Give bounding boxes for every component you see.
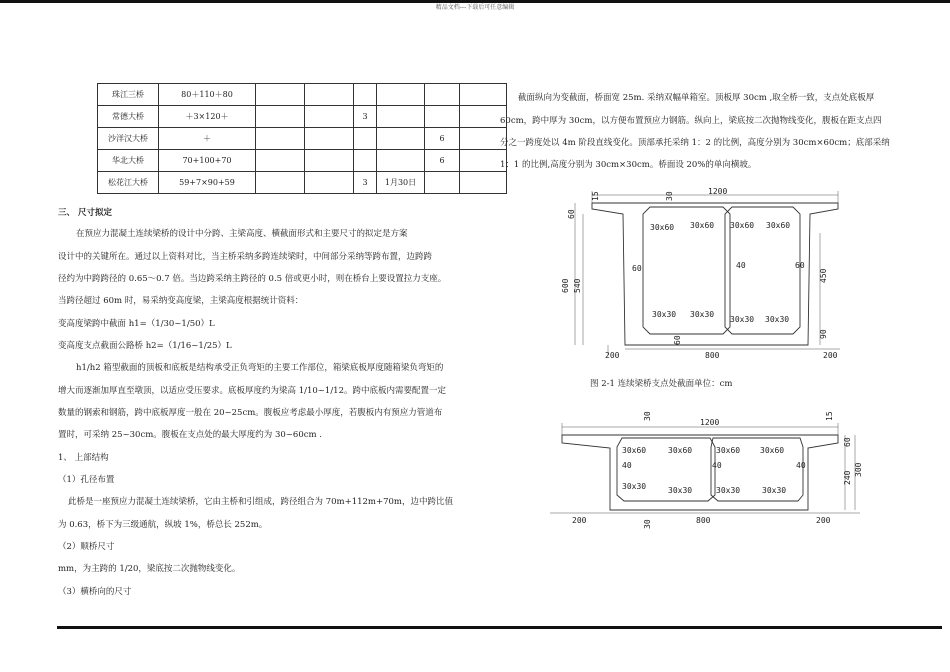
fig2-dim-web-center: 40 [712,461,722,470]
table-cell: 1月30日 [377,172,425,194]
table-cell [354,128,377,150]
table-cell: 3 [354,172,377,194]
table-cell [256,150,305,172]
paragraph-line: 增大而逐渐加厚直至墩顶，以适应受压要求。底板厚度约为梁高 1/10~1/12。跨中底板内需要配置一定 [58,386,447,396]
fig1-dim-bottom-slab: 60 [673,335,682,345]
fig1-haunch-label: 30x30 [730,315,755,324]
table-cell: ＋ [159,128,256,150]
table-cell [425,84,460,106]
table-cell [354,150,377,172]
fig2-haunch-label: 30x30 [622,482,647,491]
fig2-haunch-label: 30x60 [668,446,693,455]
fig2-haunch-label: 30x60 [760,446,785,455]
table-cell [305,106,354,128]
fig2-haunch-label: 30x60 [716,446,741,455]
fig2-dim-web-left: 40 [622,461,632,470]
fig1-dim-top-width: 1200 [708,187,728,196]
table-cell [460,172,507,194]
paragraph-line: 分之一跨度处以 4m 阶段直线变化。顶部承托采纳 1：2 的比例，高度分别为 30cm×60cm；底部采纳 [500,138,890,148]
paragraph-line: 径约为中跨跨径的 0.65～0.7 倍。当边跨采纳主跨径的 0.5 倍或更小时，则在桥台上要设置拉力支座。 [58,274,447,284]
table-cell [377,106,425,128]
fig1-haunch-label: 30x30 [765,315,790,324]
table-cell [256,172,305,194]
fig1-dim-right-height: 450 [819,268,828,283]
table-row [98,150,507,172]
table-cell [305,150,354,172]
table-cell: 59+7×90+59 [159,172,256,194]
paragraph-line: 当跨径超过 60m 时，易采纳变高度梁，主梁高度根据统计资料： [58,296,304,306]
paragraph-line: 截面纵向为变截面，桥面宽 25m. 采纳双幅单箱室。顶板厚 30cm ,取全桥一致，支点处底板厚 [518,93,875,103]
fig2-dim-bottom-left: 200 [572,516,587,525]
table-cell [425,106,460,128]
table-cell [256,106,305,128]
fig2-dim-cant: 60 [843,437,852,447]
fig1-dim-bottom-right: 200 [823,351,838,360]
fig1-dim-cant: 60 [567,209,576,219]
fig1-dim-bottom: 90 [819,329,828,339]
fig1-dim-web-right: 60 [795,261,805,270]
fig2-dim-bottom-mid: 800 [696,516,711,525]
fig2-dim-web-right: 40 [796,461,806,470]
fig2-dim-bottom-slab: 30 [643,519,652,529]
subsection-heading: （1）孔径布置 [58,475,115,485]
paragraph-line: 1：1 的比例,高度分别为 30cm×30cm。桥面设 20%的单向横坡。 [500,160,757,170]
paragraph-line: 在预应力混凝土连续梁桥的设计中分跨、主梁高度、横截面形式和主要尺寸的拟定是方案 [76,229,408,239]
paragraph-line: 此桥是一座预应力混凝土连续梁桥，它由主桥和引组成，跨径组合为 70m+112m+70m，边中跨比值 [68,497,453,507]
fig2-dim-bottom-right: 200 [816,516,831,525]
fig1-haunch-label: 30x60 [650,223,675,232]
paragraph-line: 数量的钢索和钢筋，跨中底板厚度一般在 20~25cm。腹板应考虑最小厚度，若腹板内有预应力管道布 [58,408,443,418]
table-cell [305,128,354,150]
fig1-dim-web-center: 40 [736,261,746,270]
figure-caption: 图 2-1 连续梁桥支点处截面单位：cm [590,379,733,389]
fig2-haunch-label: 30x30 [668,486,693,495]
subsection-heading: （2）顺桥尺寸 [58,542,115,552]
table-cell [305,84,354,106]
support-section-drawing [550,183,850,363]
section-heading: 三、 尺寸拟定 [58,208,112,218]
fig2-dim-top-slab: 30 [643,411,652,421]
fig1-haunch-label: 30x30 [652,310,677,319]
table-row [98,128,507,150]
fig1-dim-top-slab: 30 [665,191,674,201]
table-cell [354,84,377,106]
subsection-heading: 1、 上部结构 [58,453,109,463]
fig2-haunch-label: 30x60 [622,446,647,455]
formula-support: 变高度支点截面公路桥 h2=（1/16~1/25）L [58,341,232,351]
table-cell: 6 [425,150,460,172]
fig2-dim-top-width: 1200 [700,418,720,427]
paragraph-line: 为 0.63，桥下为三级通航，纵坡 1%，桥总长 252m。 [58,520,268,530]
formula-midspan: 变高度梁跨中截面 h1=（1/30~1/50）L [58,319,215,329]
table-cell [460,84,507,106]
fig1-haunch-label: 30x60 [766,221,791,230]
paragraph-line: 60cm，跨中厚为 30cm，以方便布置预应力钢筋。纵向上，梁底按二次抛物线变化，腹板在距支点四 [500,116,882,126]
table-cell [305,172,354,194]
table-cell: 松花江大桥 [98,172,159,194]
table-cell: 6 [425,128,460,150]
table-cell: 70+100+70 [159,150,256,172]
fig1-dim-web-left: 60 [632,264,642,273]
fig1-haunch-label: 30x60 [690,221,715,230]
bottom-rule [57,626,942,629]
fig1-dim-bottom-mid: 800 [705,351,720,360]
fig1-dim-inner-height: 540 [573,278,582,293]
table-row [98,106,507,128]
fig2-haunch-label: 30x30 [762,486,787,495]
table-cell: 华北大桥 [98,150,159,172]
fig1-haunch-label: 30x30 [690,310,715,319]
table-cell: 珠江三桥 [98,84,159,106]
fig1-haunch-label: 30x60 [730,221,755,230]
table-cell [256,128,305,150]
fig2-haunch-label: 30x30 [716,486,741,495]
bridge-comparison-table [97,83,507,194]
fig2-dim-height: 300 [854,462,863,477]
paragraph-line: h1/h2 箱型截面的顶板和底板是结构承受正负弯矩的主要工作部位，箱梁底板厚度随箱梁负弯矩的 [76,363,444,373]
table-cell: 常德大桥 [98,106,159,128]
header-note: 精品文档---下载后可任意编辑 [435,4,515,11]
table-cell: 沙洋汉大桥 [98,128,159,150]
subsection-heading: （3）横桥向的尺寸 [58,587,132,597]
table-cell [425,172,460,194]
fig2-dim-inner-height: 240 [843,470,852,485]
paragraph-line: 置时，可采纳 25~30cm。腹板在支点处的最大厚度约为 30~60cm . [58,430,322,440]
fig1-dim-height: 600 [561,278,570,293]
fig1-dim-bottom-left: 200 [605,351,620,360]
table-cell: 3 [354,106,377,128]
fig2-dim-left-slab: 15 [825,411,834,421]
table-cell: 80＋110＋80 [159,84,256,106]
table-cell [256,84,305,106]
table-cell: ＋3×120＋ [159,106,256,128]
table-row [98,84,507,106]
paragraph-line: mm，为主跨的 1/20，梁底按二次抛物线变化。 [58,564,241,574]
table-row [98,172,507,194]
fig1-dim-left-slab: 15 [591,191,600,201]
midspan-section-drawing [550,405,870,530]
table-cell [377,128,425,150]
table-cell [377,84,425,106]
table-cell [377,150,425,172]
paragraph-line: 设计中的关键所在。通过以上资料对比，当主桥采纳多跨连续梁时，中间部分采纳等跨布置，边跨跨 [58,252,433,262]
